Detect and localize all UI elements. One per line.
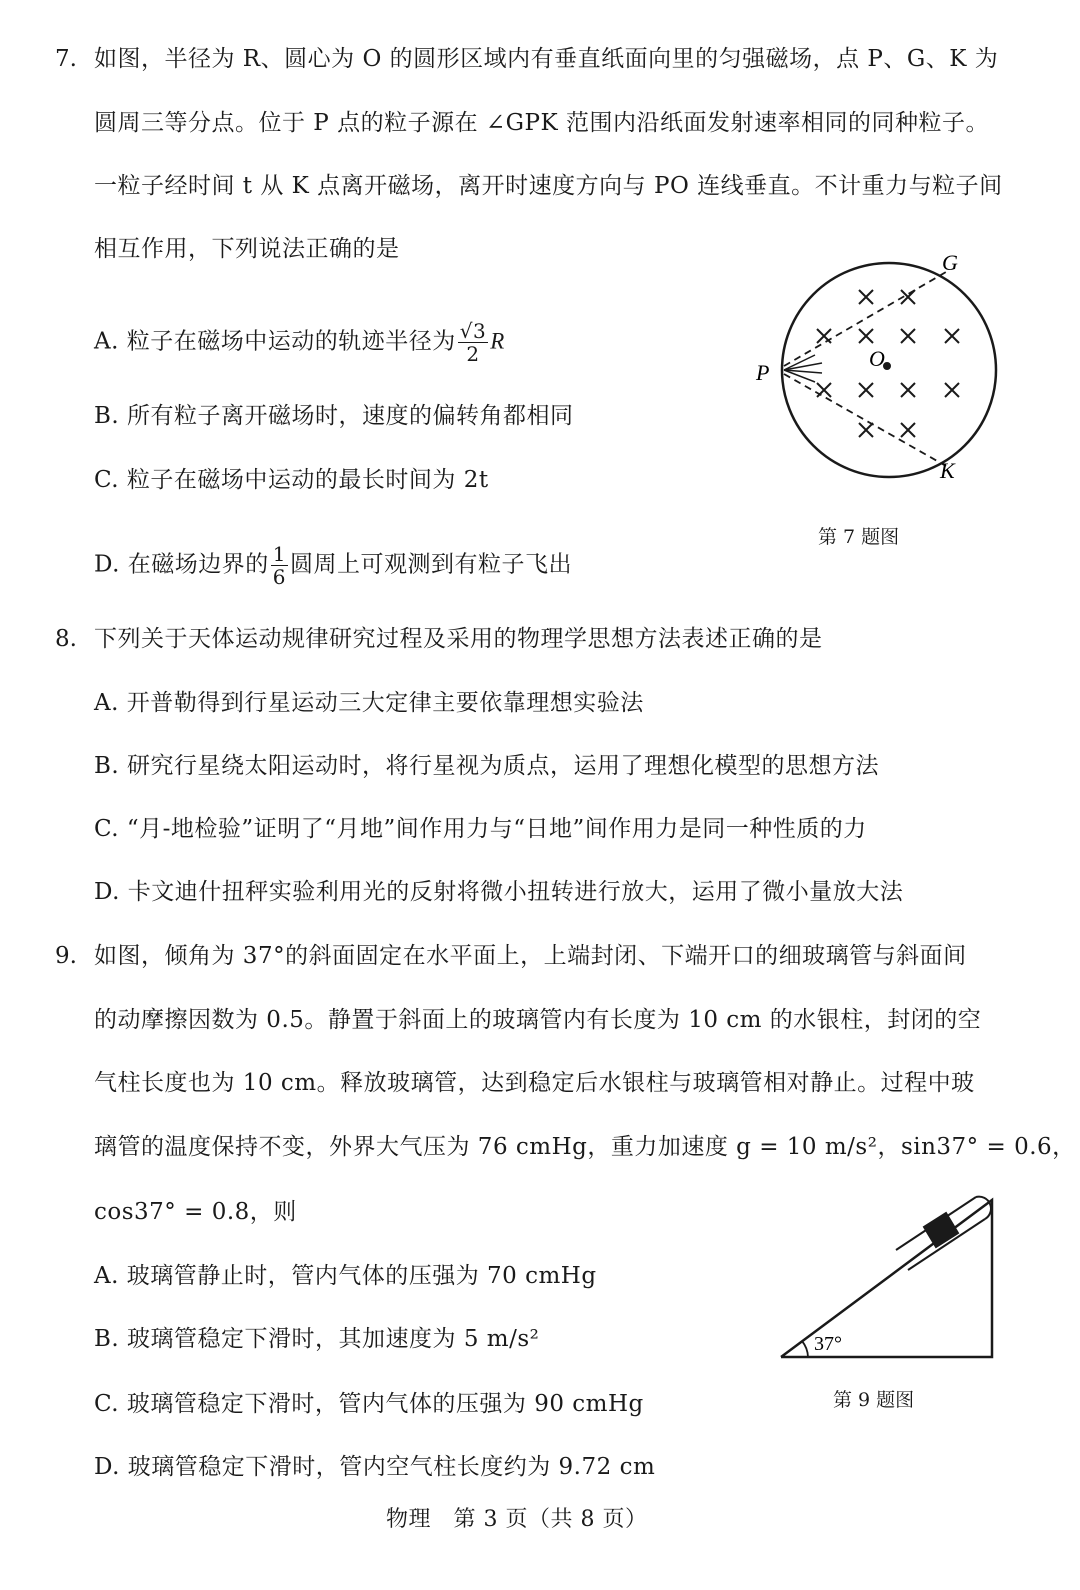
fraction-denominator: 6 [272, 565, 286, 589]
q8-stem: 下列关于天体运动规律研究过程及采用的物理学思想方法表述正确的是 [94, 626, 823, 652]
field-into-page-cross-icon [901, 423, 915, 437]
angle-label: 37° [814, 1333, 842, 1355]
q7-stem-line: 相互作用，下列说法正确的是 [94, 236, 400, 262]
option-d-text: D. 在磁场边界的 [94, 551, 269, 578]
q8-option-b: B. 研究行星绕太阳运动时，将行星视为质点，运用了理想化模型的思想方法 [94, 753, 880, 779]
page-footer: 物理 第 3 页（共 8 页） [386, 1507, 648, 1532]
q7-option-b: B. 所有粒子离开磁场时，速度的偏转角都相同 [94, 403, 574, 429]
figure-7-caption: 第 7 题图 [818, 526, 900, 548]
q9-option-c: C. 玻璃管稳定下滑时，管内气体的压强为 90 cmHg [94, 1391, 644, 1417]
figure-9-caption: 第 9 题图 [833, 1389, 915, 1411]
field-into-page-cross-icon [859, 383, 873, 397]
field-into-page-cross-icon [859, 423, 873, 437]
field-into-page-cross-icon [817, 383, 831, 397]
q9-stem-line: cos37° = 0.8，则 [94, 1199, 297, 1225]
glass-tube [896, 1197, 991, 1270]
option-a-suffix: R [490, 328, 505, 354]
field-into-page-cross-icon [901, 329, 915, 343]
field-into-page-cross-icon [859, 290, 873, 304]
field-into-page-cross-icon [859, 329, 873, 343]
field-into-page-cross-icon [901, 383, 915, 397]
fraction-numerator: 1 [272, 542, 286, 566]
option-d-suffix: 圆周上可观测到有粒子飞出 [289, 551, 572, 578]
label-k: K [940, 458, 955, 483]
q8-option-a: A. 开普勒得到行星运动三大定律主要依靠理想实验法 [94, 690, 644, 716]
fraction-numerator: √3 [459, 319, 487, 343]
field-into-page-cross-icon [817, 329, 831, 343]
q9-option-d: D. 玻璃管稳定下滑时，管内空气柱长度约为 9.72 cm [94, 1454, 656, 1480]
q7-stem-line: 一粒子经时间 t 从 K 点离开磁场，离开时速度方向与 PO 连线垂直。不计重力与粒子间 [94, 173, 1003, 199]
q8-number: 8. [55, 626, 77, 652]
q9-stem-line: 气柱长度也为 10 cm。释放玻璃管，达到稳定后水银柱与玻璃管相对静止。过程中玻 [94, 1070, 975, 1096]
label-p: P [756, 360, 770, 385]
q9-stem-line: 的动摩擦因数为 0.5。静置于斜面上的玻璃管内有长度为 10 cm 的水银柱，封闭的空 [94, 1007, 982, 1033]
option-a-text: A. 粒子在磁场中运动的轨迹半径为 [94, 328, 456, 355]
q9-stem-line: 如图，倾角为 37°的斜面固定在水平面上，上端封闭、下端开口的细玻璃管与斜面间 [94, 943, 967, 969]
q8-option-c: C. “月-地检验”证明了“月地”间作用力与“日地”间作用力是同一种性质的力 [94, 816, 867, 842]
q7-stem-line: 如图，半径为 R、圆心为 O 的圆形区域内有垂直纸面向里的匀强磁场，点 P、G、K 为 [94, 46, 999, 72]
q7-number: 7. [55, 46, 77, 72]
q9-number: 9. [55, 943, 77, 969]
q9-option-a: A. 玻璃管静止时，管内气体的压强为 70 cmHg [94, 1263, 597, 1289]
q9-stem-line: 璃管的温度保持不变，外界大气压为 76 cmHg，重力加速度 g = 10 m/s²，sin37° = 0.6， [94, 1134, 1076, 1160]
field-into-page-cross-icon [945, 329, 959, 343]
figure-7-magnetic-field-circle [782, 263, 996, 477]
fraction-denominator: 2 [466, 342, 480, 366]
q7-stem-line: 圆周三等分点。位于 P 点的粒子源在 ∠GPK 范围内沿纸面发射速率相同的同种粒子。 [94, 110, 990, 136]
figure-9-incline [781, 1197, 992, 1357]
q9-option-b: B. 玻璃管稳定下滑时，其加速度为 5 m/s² [94, 1326, 540, 1352]
label-o: O [869, 346, 885, 371]
label-g: G [942, 250, 958, 275]
q8-option-d: D. 卡文迪什扭秤实验利用光的反射将微小扭转进行放大，运用了微小量放大法 [94, 879, 904, 905]
field-into-page-cross-icon [945, 383, 959, 397]
q7-option-c: C. 粒子在磁场中运动的最长时间为 2t [94, 467, 489, 493]
